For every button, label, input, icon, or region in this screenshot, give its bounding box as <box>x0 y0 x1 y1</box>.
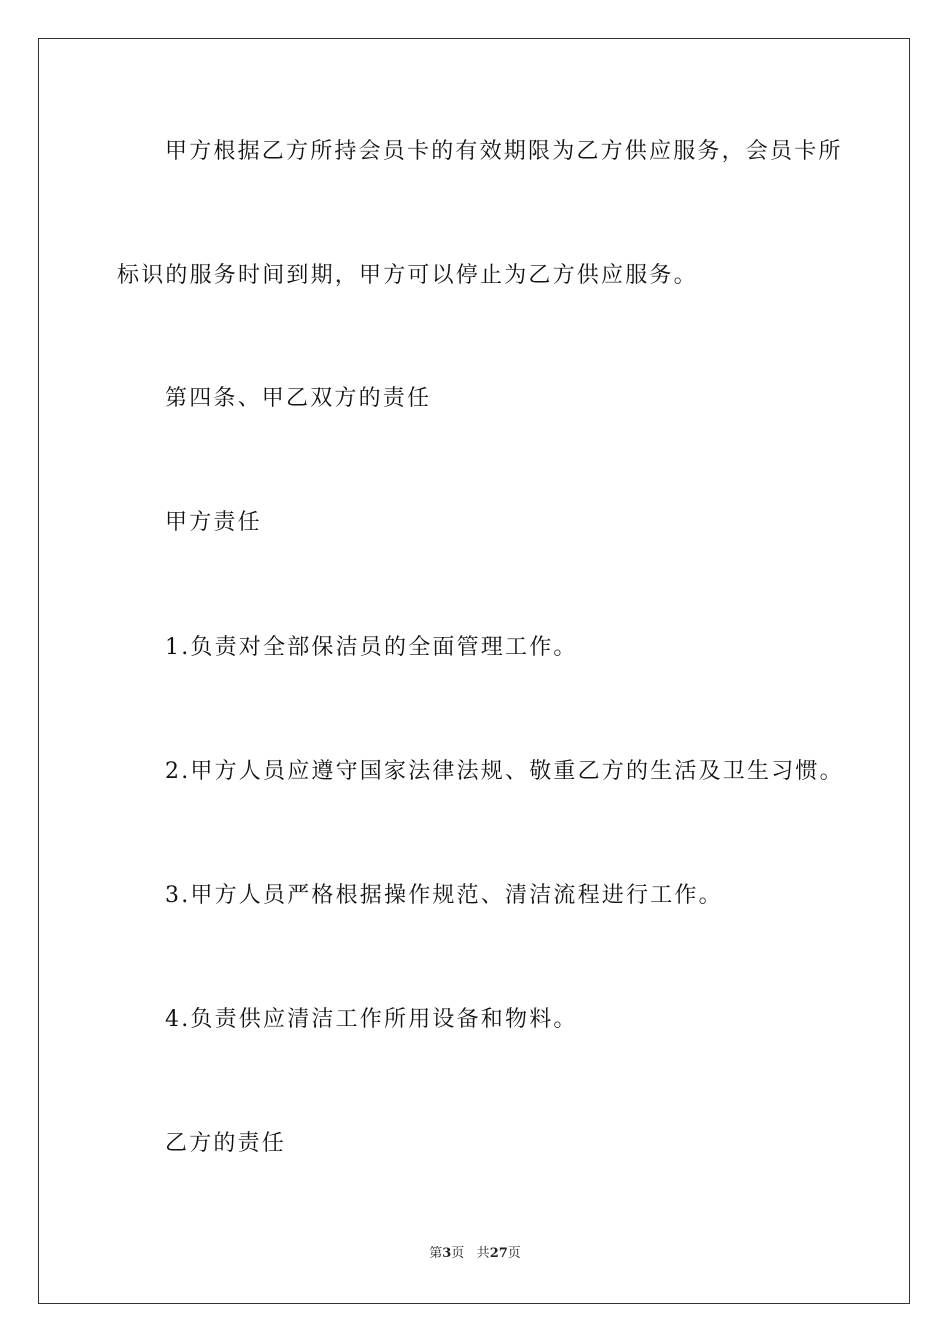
list-item: 1.负责对全部保洁员的全面管理工作。 <box>165 635 578 660</box>
page-suffix: 页 <box>451 1246 465 1261</box>
page-number: 3 <box>442 1246 452 1261</box>
subsection-heading: 甲方责任 <box>165 510 262 535</box>
list-item: 3.甲方人员严格根据操作规范、清洁流程进行工作。 <box>165 883 723 908</box>
total-prefix: 共 <box>476 1246 490 1261</box>
page-prefix: 第 <box>429 1246 443 1261</box>
total-pages: 27 <box>489 1246 508 1261</box>
paragraph-line: 标识的服务时间到期，甲方可以停止为乙方供应服务。 <box>117 263 698 288</box>
subsection-heading: 乙方的责任 <box>165 1131 287 1156</box>
paragraph-line: 甲方根据乙方所持会员卡的有效期限为乙方供应服务，会员卡所 <box>165 139 843 164</box>
list-item: 2.甲方人员应遵守国家法律法规、敬重乙方的生活及卫生习惯。 <box>165 759 844 784</box>
page-frame <box>38 38 910 1304</box>
page-footer <box>0 1244 950 1264</box>
section-heading: 第四条、甲乙双方的责任 <box>165 386 432 411</box>
total-suffix: 页 <box>507 1246 521 1261</box>
list-item: 4.负责供应清洁工作所用设备和物料。 <box>165 1007 578 1032</box>
